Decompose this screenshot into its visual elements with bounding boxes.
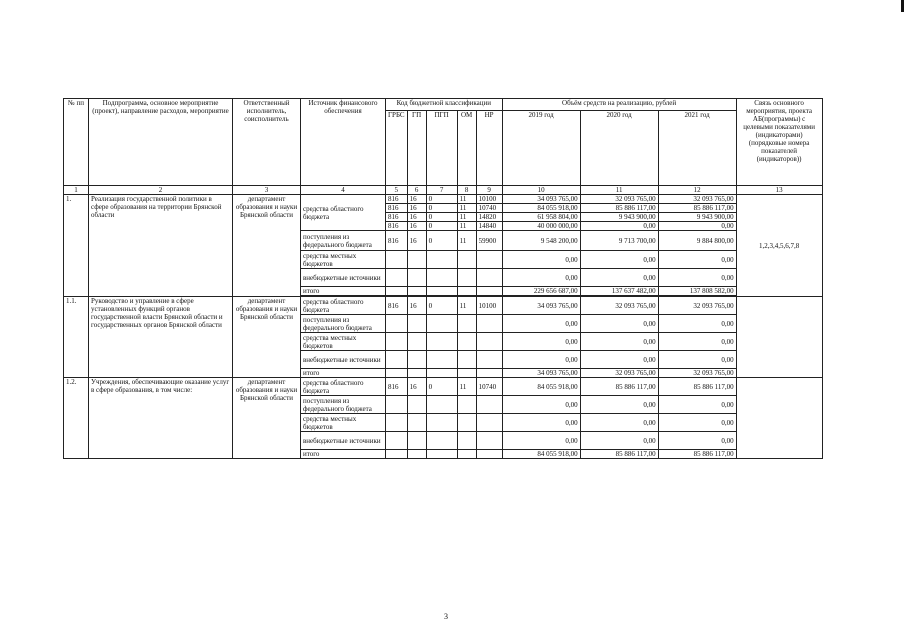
col-number: 11 (580, 186, 658, 195)
cell-2020: 0,00 (580, 333, 658, 351)
cell-2021: 0,00 (658, 315, 736, 333)
cell-2019: 0,00 (502, 333, 580, 351)
cell-2019: 34 093 765,00 (502, 195, 580, 204)
header-nr: НР (476, 111, 502, 186)
col-number: 9 (476, 186, 502, 195)
col-number: 2 (89, 186, 233, 195)
cell-2021: 9 884 800,00 (658, 231, 736, 251)
cell-2019: 34 093 765,00 (502, 297, 580, 315)
section-1-source-local: средства местных бюджетов (301, 251, 386, 269)
cell-gp: 16 (407, 231, 426, 251)
section-1-total-label: итого (301, 287, 386, 296)
section-1-name: Реализация государственной политики в сфере образования на территории Брянской области (89, 195, 233, 297)
cell-gp: 16 (407, 222, 426, 231)
cell-pgp: 0 (426, 297, 457, 315)
cell-grbs: 816 (386, 231, 408, 251)
cell-om: 11 (457, 213, 476, 222)
section-1-2-total-2019: 84 055 918,00 (502, 450, 580, 459)
header-num: № пп (64, 99, 89, 186)
cell-om: 11 (457, 378, 476, 396)
cell-pgp: 0 (426, 378, 457, 396)
header-executor: Ответственный исполнитель, соисполнитель (233, 99, 301, 186)
page-number: 3 (444, 612, 448, 621)
section-1-2-total-2021: 85 886 117,00 (658, 450, 736, 459)
cell-grbs: 816 (386, 378, 408, 396)
cell-om: 11 (457, 222, 476, 231)
section-1-1-total-2021: 32 093 765,00 (658, 369, 736, 378)
cell-2020: 9 713 700,00 (580, 231, 658, 251)
section-1-1-source-federal: поступления из федерального бюджета (301, 315, 386, 333)
header-2021: 2021 год (658, 111, 736, 186)
col-number: 4 (301, 186, 386, 195)
cell-nr: 59900 (476, 231, 502, 251)
section-1-total-2021: 137 808 582,00 (658, 287, 736, 296)
header-link: Связь основного мероприятия, проекта АБ(программы) с целевыми показателями (индикаторами) (порядковые номера показателей (индикаторов)) (736, 99, 822, 186)
section-1-2-total-2020: 85 886 117,00 (580, 450, 658, 459)
cell-2021: 0,00 (658, 269, 736, 287)
cell-2021: 32 093 765,00 (658, 297, 736, 315)
col-number: 1 (64, 186, 89, 195)
header-om: ОМ (457, 111, 476, 186)
cell-2020: 0,00 (580, 414, 658, 432)
cell-om: 11 (457, 204, 476, 213)
cell-grbs: 816 (386, 195, 408, 204)
header-subprogram: Подпрограмма, основное мероприятие (проект), направление расходов, мероприятие (89, 99, 233, 186)
cell-grbs: 816 (386, 204, 408, 213)
cell-pgp: 0 (426, 222, 457, 231)
cell-gp: 16 (407, 195, 426, 204)
section-1-2-name: Учреждения, обеспечивающие оказание услуг в сфере образования, в том числе: (89, 378, 233, 459)
cell-nr: 10100 (476, 195, 502, 204)
cell-pgp: 0 (426, 231, 457, 251)
section-1-2-total-label: итого (301, 450, 386, 459)
cell-2021: 9 943 900,00 (658, 213, 736, 222)
header-budget-code: Код бюджетной классификации (386, 99, 503, 111)
col-number: 10 (502, 186, 580, 195)
cell-gp: 16 (407, 213, 426, 222)
section-1-2-source-offbudget: внебюджетные источники (301, 432, 386, 450)
cell-2020: 0,00 (580, 251, 658, 269)
section-1-1-source-local: средства местных бюджетов (301, 333, 386, 351)
cell-pgp: 0 (426, 195, 457, 204)
section-1-source-offbudget: внебюджетные источники (301, 269, 386, 287)
section-1-1-total-label: итого (301, 369, 386, 378)
cell-2021: 85 886 117,00 (658, 378, 736, 396)
section-1-1-link (736, 297, 822, 378)
cell-2021: 0,00 (658, 414, 736, 432)
cell-2019: 0,00 (502, 269, 580, 287)
cell-2021: 32 093 765,00 (658, 195, 736, 204)
section-1-2-num: 1.2. (64, 378, 89, 459)
cell-2020: 85 886 117,00 (580, 378, 658, 396)
section-1-total-2019: 229 656 687,00 (502, 287, 580, 296)
cell-2019: 61 958 804,00 (502, 213, 580, 222)
cell-om: 11 (457, 297, 476, 315)
cell-2020: 32 093 765,00 (580, 297, 658, 315)
cell-2020: 9 943 900,00 (580, 213, 658, 222)
cell-gp: 16 (407, 378, 426, 396)
cell-2021: 85 886 117,00 (658, 204, 736, 213)
header-source: Источник финансового обеспечения (301, 99, 386, 186)
cell-pgp: 0 (426, 204, 457, 213)
cell-2020: 85 886 117,00 (580, 204, 658, 213)
cell-2020: 0,00 (580, 432, 658, 450)
cell-2019: 0,00 (502, 315, 580, 333)
col-number: 6 (407, 186, 426, 195)
section-1-1-num: 1.1. (64, 297, 89, 378)
cell-2020: 32 093 765,00 (580, 195, 658, 204)
cell-2019: 84 055 918,00 (502, 378, 580, 396)
page-edge-mark (901, 0, 904, 12)
header-pgp: ПГП (426, 111, 457, 186)
header-2019: 2019 год (502, 111, 580, 186)
col-number: 5 (386, 186, 408, 195)
section-1-1-source-offbudget: внебюджетные источники (301, 351, 386, 369)
section-1-source-regional: средства областного бюджета (301, 195, 386, 231)
cell-2019: 0,00 (502, 432, 580, 450)
header-2020: 2020 год (580, 111, 658, 186)
cell-2021: 0,00 (658, 351, 736, 369)
cell-nr: 10100 (476, 297, 502, 315)
cell-2019: 0,00 (502, 396, 580, 414)
header-volume: Объём средств на реализацию, рублей (502, 99, 736, 111)
cell-2021: 0,00 (658, 222, 736, 231)
cell-2020: 0,00 (580, 222, 658, 231)
cell-om: 11 (457, 195, 476, 204)
program-finance-table (63, 98, 823, 459)
section-1-num: 1. (64, 195, 89, 297)
section-1-link: 1,2,3,4,5,6,7,8 (736, 195, 822, 297)
section-1-1-source-regional: средства областного бюджета (301, 297, 386, 315)
section-1-2-source-local: средства местных бюджетов (301, 414, 386, 432)
cell-2020: 0,00 (580, 315, 658, 333)
section-1-source-federal: поступления из федерального бюджета (301, 231, 386, 251)
col-number: 3 (233, 186, 301, 195)
col-number: 12 (658, 186, 736, 195)
header-grbs: ГРБС (386, 111, 408, 186)
section-1-1-total-2020: 32 093 765,00 (580, 369, 658, 378)
section-1-1-name: Руководство и управление в сфере установленных функций органов государственной власти Брянской области и государственных органов Брянской области (89, 297, 233, 378)
section-1-2-source-regional: средства областного бюджета (301, 378, 386, 396)
cell-2021: 0,00 (658, 251, 736, 269)
cell-2019: 0,00 (502, 351, 580, 369)
cell-2019: 0,00 (502, 414, 580, 432)
cell-nr: 14840 (476, 222, 502, 231)
cell-2020: 0,00 (580, 396, 658, 414)
cell-nr: 10740 (476, 204, 502, 213)
header-gp: ГП (407, 111, 426, 186)
section-1-1-executor: департамент образования и науки Брянской области (233, 297, 301, 378)
section-1-executor: департамент образования и науки Брянской области (233, 195, 301, 297)
cell-2019: 84 055 918,00 (502, 204, 580, 213)
cell-om: 11 (457, 231, 476, 251)
cell-2021: 0,00 (658, 333, 736, 351)
cell-gp: 16 (407, 204, 426, 213)
cell-2019: 9 548 200,00 (502, 231, 580, 251)
cell-nr: 10740 (476, 378, 502, 396)
cell-grbs: 816 (386, 213, 408, 222)
section-1-2-executor: департамент образования и науки Брянской области (233, 378, 301, 459)
section-1-2-source-federal: поступления из федерального бюджета (301, 396, 386, 414)
cell-gp: 16 (407, 297, 426, 315)
cell-2020: 0,00 (580, 351, 658, 369)
col-number: 7 (426, 186, 457, 195)
section-1-total-2020: 137 637 482,00 (580, 287, 658, 296)
col-number: 13 (736, 186, 822, 195)
cell-2020: 0,00 (580, 269, 658, 287)
cell-nr: 14820 (476, 213, 502, 222)
col-number: 8 (457, 186, 476, 195)
section-1-2-link (736, 378, 822, 459)
cell-2019: 40 000 000,00 (502, 222, 580, 231)
cell-2021: 0,00 (658, 396, 736, 414)
cell-grbs: 816 (386, 222, 408, 231)
section-1-1-total-2019: 34 093 765,00 (502, 369, 580, 378)
cell-pgp: 0 (426, 213, 457, 222)
cell-2021: 0,00 (658, 432, 736, 450)
cell-grbs: 816 (386, 297, 408, 315)
cell-2019: 0,00 (502, 251, 580, 269)
